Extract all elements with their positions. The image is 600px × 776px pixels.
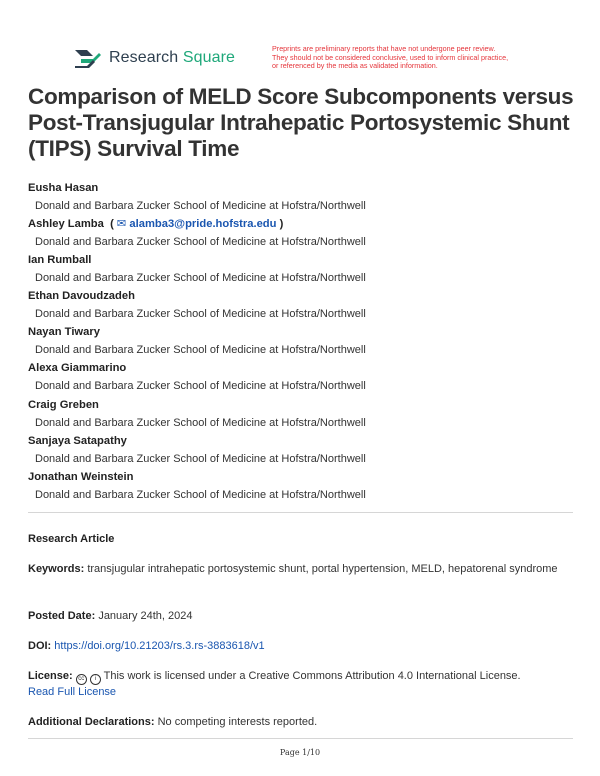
- author-name: Jonathan Weinstein: [28, 470, 134, 483]
- posted-date-row: [28, 609, 573, 624]
- logo-text-part2: Square: [182, 49, 236, 66]
- declarations-label: Additional Declarations:: [28, 716, 155, 728]
- creative-commons-icon: cc: [76, 674, 87, 685]
- research-square-logo[interactable]: [73, 47, 235, 69]
- author-entry: [28, 289, 578, 325]
- license-text: This work is licensed under a Creative Commons Attribution 4.0 International License.: [103, 670, 521, 682]
- page-number: Page 1/10: [279, 748, 321, 757]
- declarations-value: No competing interests reported.: [157, 716, 318, 728]
- author-list: [28, 181, 578, 506]
- disclaimer-line: They should not be considered conclusive, used to inform clinical practice,: [272, 52, 509, 62]
- license-row: [28, 669, 573, 700]
- author-name: Nayan Tiwary: [28, 326, 100, 339]
- keywords-value: transjugular intrahepatic portosystemic shunt, portal hypertension, MELD, hepatorenal syndrome: [87, 563, 558, 575]
- attribution-icon: i: [90, 674, 101, 685]
- disclaimer-line: Preprints are preliminary reports that have not undergone peer review.: [272, 44, 496, 53]
- author-affiliation: Donald and Barbara Zucker School of Medicine at Hofstra/Northwell: [35, 416, 366, 429]
- author-name-with-email: Ashley Lamba ( ✉ alamba3@pride.hofstra.edu ): [28, 218, 284, 231]
- author-affiliation: Donald and Barbara Zucker School of Medicine at Hofstra/Northwell: [35, 308, 366, 321]
- author-entry: [28, 253, 578, 289]
- keywords-label: Keywords:: [28, 563, 85, 575]
- email-icon: ✉: [116, 218, 127, 231]
- research-square-logo-icon: [73, 47, 103, 69]
- doi-link[interactable]: https://doi.org/10.21203/rs.3.rs-3883618/v1: [54, 640, 265, 652]
- paper-title: Comparison of MELD Score Subcomponents versus Post-Transjugular Intrahepatic Portosystemic Shunt (TIPS) Survival Time: [28, 84, 574, 161]
- section-divider: [28, 512, 573, 513]
- article-type: [28, 532, 573, 547]
- article-type-label: Research Article: [28, 533, 115, 545]
- author-affiliation: Donald and Barbara Zucker School of Medicine at Hofstra/Northwell: [35, 344, 366, 357]
- author-entry: [28, 470, 578, 506]
- author-name: Ian Rumball: [28, 254, 92, 267]
- keywords-row: [28, 562, 573, 577]
- author-entry: [28, 181, 578, 217]
- posted-date-label: Posted Date:: [28, 610, 96, 622]
- author-entry: [28, 361, 578, 397]
- logo-text-part1: Research: [109, 49, 179, 66]
- author-affiliation: Donald and Barbara Zucker School of Medicine at Hofstra/Northwell: [35, 200, 366, 212]
- author-name: Sanjaya Satapathy: [28, 434, 127, 447]
- read-full-license-link[interactable]: Read Full License: [28, 686, 117, 698]
- preprint-disclaimer: [272, 45, 532, 71]
- author-name: Alexa Giammarino: [28, 362, 127, 375]
- disclaimer-line: or referenced by the media as validated information.: [272, 61, 438, 71]
- author-name: Ashley Lamba: [28, 218, 104, 231]
- posted-date-value: January 24th, 2024: [98, 610, 193, 622]
- author-affiliation: Donald and Barbara Zucker School of Medicine at Hofstra/Northwell: [35, 380, 366, 393]
- author-entry: [28, 434, 578, 470]
- logo-text: [109, 49, 235, 67]
- author-entry: [28, 325, 578, 361]
- author-entry: [28, 398, 578, 434]
- doi-row: [28, 639, 573, 654]
- author-entry: [28, 217, 578, 253]
- author-affiliation: Donald and Barbara Zucker School of Medicine at Hofstra/Northwell: [35, 452, 366, 465]
- license-label: License:: [28, 670, 73, 682]
- author-affiliation: Donald and Barbara Zucker School of Medicine at Hofstra/Northwell: [35, 488, 366, 501]
- author-affiliation: Donald and Barbara Zucker School of Medicine at Hofstra/Northwell: [35, 236, 366, 249]
- author-affiliation: Donald and Barbara Zucker School of Medicine at Hofstra/Northwell: [35, 272, 366, 285]
- author-name: Ethan Davoudzadeh: [28, 290, 135, 303]
- author-name: Craig Greben: [28, 398, 99, 411]
- author-email: alamba3@pride.hofstra.edu: [129, 218, 277, 231]
- footer-divider: [28, 738, 573, 739]
- declarations-row: [28, 715, 573, 730]
- author-email-link[interactable]: [117, 218, 277, 230]
- author-name: Eusha Hasan: [28, 182, 99, 194]
- doi-label: DOI:: [28, 640, 52, 652]
